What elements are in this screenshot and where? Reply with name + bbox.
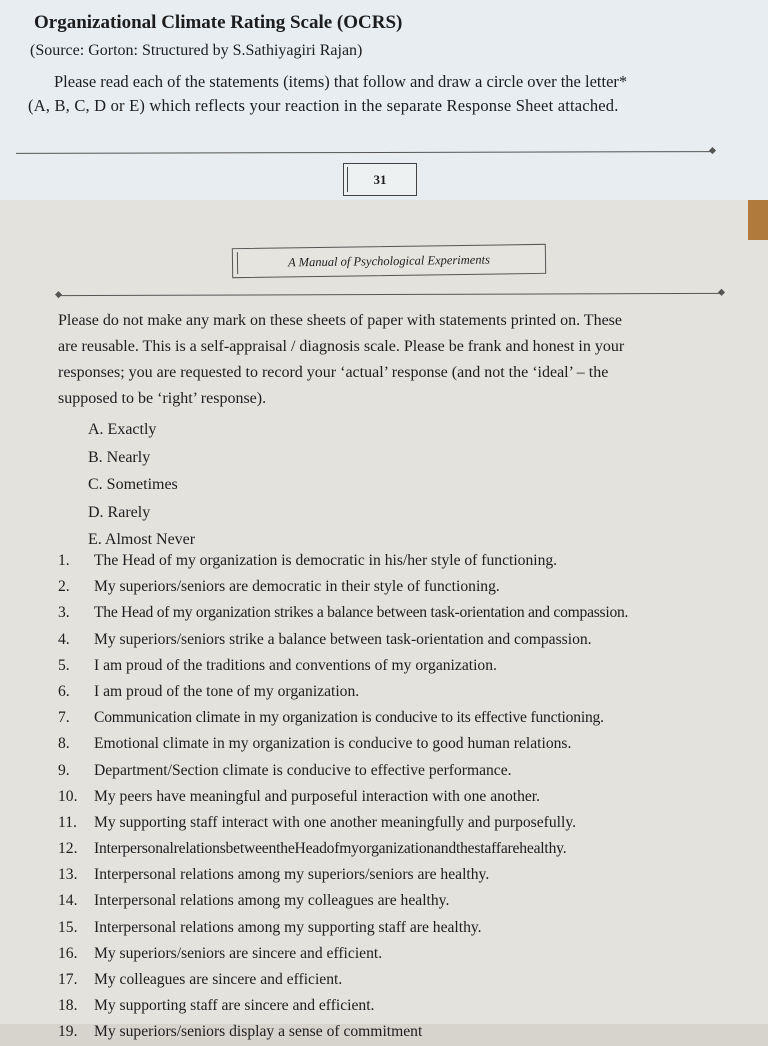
statement-number: 13. [58,866,78,884]
option-b: B. Nearly [88,448,151,466]
statement-text: The Head of my organization is democratic in his/her style of functioning. [94,552,558,569]
intro-line: responses; you are requested to record your ‘actual’ response (and not the ‘ideal’ – the [58,364,609,381]
statement-number: 9. [58,761,70,779]
statement-number: 7. [58,709,70,727]
statement-number: 4. [58,630,70,648]
statement-text: My colleagues are sincere and efficient. [94,971,343,988]
option-d: D. Rarely [88,503,151,521]
statement-text: I am proud of the tone of my organization. [94,682,360,700]
current-page [0,200,768,1041]
statement-number: 12. [58,840,78,858]
statement-number: 1. [58,552,70,569]
statement-item [58,915,748,941]
instruction-line-1: Please read each of the statements (items) that follow and draw a circle over the letter* [54,72,628,91]
intro-line: Please do not make any mark on these sheets of paper with statements printed on. These [58,312,622,329]
statement-number: 2. [58,578,70,596]
statement-item [58,967,748,993]
statement-item [58,627,748,653]
statement-text: Communication climate in my organization is conducive to its effective functioning. [94,709,604,727]
statement-text: Emotional climate in my organization is conducive to good human relations. [94,735,572,753]
statement-text: My superiors/seniors display a sense of commitment [94,1023,423,1041]
statement-text: Interpersonal relations among my colleagues are healthy. [94,892,450,910]
option-e: E. Almost Never [88,531,196,548]
statement-number: 3. [58,604,70,622]
statement-text: I am proud of the traditions and conventions of my organization. [94,656,497,674]
statement-number: 5. [58,656,70,674]
statement-text: My superiors/seniors are democratic in their style of functioning. [94,578,500,596]
statement-text: Interpersonal relations among my supporting staff are healthy. [94,918,482,936]
statement-item [58,705,748,731]
statement-item [58,888,748,914]
statement-text: My supporting staff interact with one another meaningfully and purposefully. [94,813,576,831]
statement-list [58,548,748,1041]
statement-item [58,810,748,836]
statement-text: My superiors/seniors strike a balance between task-orientation and compassion. [94,630,592,648]
statement-item [58,548,748,574]
statement-text: InterpersonalrelationsbetweentheHeadofmyorganizationandthestaffarehealthy. [94,840,567,858]
option-a: A. Exactly [88,421,157,438]
statement-item [58,784,748,810]
page-number: 31 [343,163,417,196]
statement-item [58,758,748,784]
previous-page [0,0,768,200]
intro-line: supposed to be ‘right’ response). [58,390,267,407]
statement-item [58,653,748,679]
statement-number: 10. [58,787,78,805]
statement-item [58,993,748,1019]
intro-line: are reusable. This is a self-appraisal / diagnosis scale. Please be frank and honest in your [58,338,625,355]
statement-number: 8. [58,735,70,753]
statement-text: My superiors/seniors are sincere and efficient. [94,944,383,962]
header-rule [58,293,722,296]
statement-item [58,679,748,705]
scale-title: Organizational Climate Rating Scale (OCRS) [34,12,403,33]
statement-item [58,731,748,757]
statement-text: Interpersonal relations among my superiors/seniors are healthy. [94,866,490,884]
statement-number: 15. [58,918,78,936]
statement-number: 6. [58,682,70,700]
scale-source: (Source: Gorton: Structured by S.Sathiyagiri Rajan) [30,42,363,59]
statement-item [58,836,748,862]
statement-number: 11. [58,813,77,831]
statement-number: 17. [58,971,78,988]
statement-item [58,941,748,967]
divider-rule [16,151,712,154]
statement-text: Department/Section climate is conducive to effective performance. [94,761,512,779]
statement-number: 16. [58,944,78,962]
statement-text: My supporting staff are sincere and efficient. [94,997,375,1015]
statement-item [58,600,748,626]
statement-number: 18. [58,997,78,1015]
statement-number: 19. [58,1023,78,1041]
running-header: A Manual of Psychological Experiments [232,244,546,278]
intro-paragraph [58,308,726,412]
statement-item [58,862,748,888]
response-options [88,416,195,554]
statement-text: The Head of my organization strikes a balance between task-orientation and compassion. [94,604,629,622]
statement-item [58,1019,748,1041]
statement-text: My peers have meaningful and purposeful interaction with one another. [94,787,541,805]
instruction-line-2: (A, B, C, D or E) which reflects your reaction in the separate Response Sheet attached. [28,96,619,115]
option-c: C. Sometimes [88,476,178,493]
statement-item [58,574,748,600]
statement-number: 14. [58,892,78,910]
